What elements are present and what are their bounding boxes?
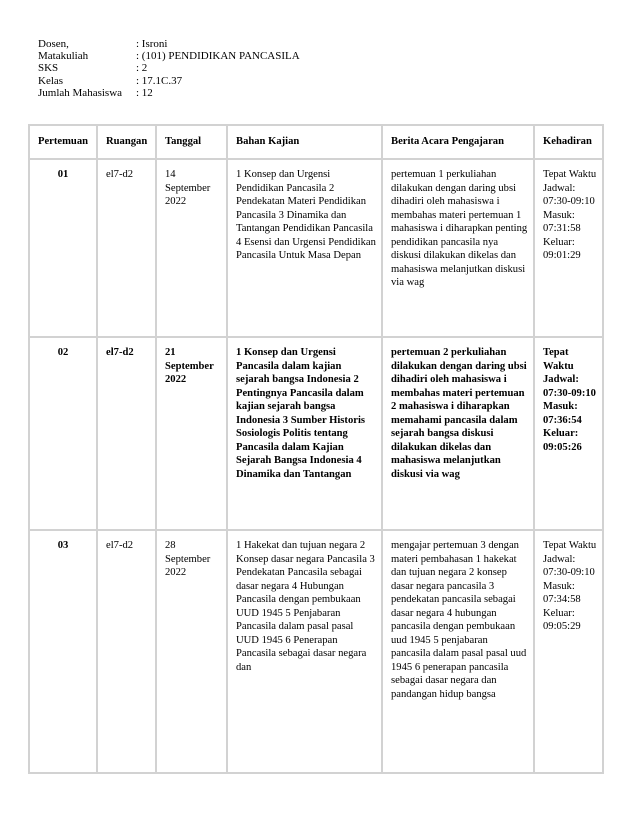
course-info <box>38 38 300 99</box>
info-value: : Isroni <box>136 38 168 50</box>
info-row-kelas <box>38 75 300 87</box>
info-value: : 2 <box>136 62 148 75</box>
table-header-row <box>29 125 603 159</box>
cell-berita-acara: pertemuan 2 perkuliahan dilakukan dengan daring ubsi dihadiri oleh mahasiswa i membahas materi pertemuan 2 mahasiswa i diharapkan memahami pancasila dalam sejarah bangsa diskusi dilakukan dikelas dan mahasiswa melanjutkan diskusi via wag <box>382 337 534 530</box>
header-kehadiran: Kehadiran <box>534 125 603 159</box>
info-row-matakuliah <box>38 50 300 62</box>
attendance-table <box>28 124 604 774</box>
info-row-jumlah-mahasiswa <box>38 87 300 99</box>
cell-tanggal: 28 September 2022 <box>156 530 227 773</box>
info-label: Kelas <box>38 74 64 87</box>
info-value: : 17.1C.37 <box>136 74 183 87</box>
info-row-sks <box>38 62 300 74</box>
cell-kehadiran: Tepat Waktu Jadwal: 07:30-09:10 Masuk: 07:34:58 Keluar: 09:05:29 <box>534 530 603 773</box>
info-value: : (101) PENDIDIKAN PANCASILA <box>136 50 300 63</box>
cell-bahan-kajian: 1 Konsep dan Urgensi Pancasila dalam kajian sejarah bangsa Indonesia 2 Pentingnya Pancasila dalam kajian sejarah bangsa Indonesia 3 Sumber Historis Sosiologis Politis tentang Pancasila dalam Kajian Sejarah Bangsa Indonesia 4 Dinamika dan Tantangan <box>227 337 382 530</box>
header-pertemuan: Pertemuan <box>29 125 97 159</box>
cell-pertemuan: 02 <box>29 337 97 530</box>
info-value: : 12 <box>136 86 153 99</box>
cell-tanggal: 21 September 2022 <box>156 337 227 530</box>
table-row <box>29 159 603 337</box>
cell-bahan-kajian: 1 Hakekat dan tujuan negara 2 Konsep dasar negara Pancasila 3 Pendekatan Pancasila sebagai dasar negara 4 Hubungan Pancasila dengan pembukaan UUD 1945 5 Penjabaran Pancasila dalam pasal pasal UUD 1945 6 Penerapan Pancasila sebagai dasar negara dan <box>227 530 382 773</box>
cell-bahan-kajian: 1 Konsep dan Urgensi Pendidikan Pancasila 2 Pendekatan Materi Pendidikan Pancasila 3 Dinamika dan Tantangan Pendidikan Pancasila 4 Esensi dan Urgensi Pendidikan Pancasila Untuk Masa Depan <box>227 159 382 337</box>
cell-ruangan: el7-d2 <box>97 159 156 337</box>
header-bahan-kajian: Bahan Kajian <box>227 125 382 159</box>
cell-ruangan: el7-d2 <box>97 337 156 530</box>
cell-berita-acara: pertemuan 1 perkuliahan dilakukan dengan daring ubsi dihadiri oleh mahasiswa i membahas materi pertemuan 1 mahasiswa i diharapkan penting pendidikan pancasila nya diskusi dilakukan dikelas dan mahasiswa melanjutkan diskusi via wag <box>382 159 534 337</box>
info-label: Matakuliah <box>38 50 89 63</box>
table-row <box>29 530 603 773</box>
header-tanggal: Tanggal <box>156 125 227 159</box>
cell-kehadiran: Tepat Waktu Jadwal: 07:30-09:10 Masuk: 07:36:54 Keluar: 09:05:26 <box>534 337 603 530</box>
info-row-dosen <box>38 38 300 50</box>
cell-kehadiran: Tepat Waktu Jadwal: 07:30-09:10 Masuk: 07:31:58 Keluar: 09:01:29 <box>534 159 603 337</box>
header-ruangan: Ruangan <box>97 125 156 159</box>
header-berita-acara: Berita Acara Pengajaran <box>382 125 534 159</box>
cell-pertemuan: 01 <box>29 159 97 337</box>
info-label: Dosen, <box>38 38 69 50</box>
cell-berita-acara: mengajar pertemuan 3 dengan materi pembahasan 1 hakekat dan tujuan negara 2 konsep dasar negara pancasila 3 pendekatan pancasila sebagai dasar negara 4 hubungan pancasila dengan pembukaan uud 1945 5 penjabaran pancasila dalam pasal pasal uud 1945 6 penerapan pancasila sebagai dasar negara dan pandangan hidup bangsa <box>382 530 534 773</box>
cell-pertemuan: 03 <box>29 530 97 773</box>
table-row <box>29 337 603 530</box>
info-label: SKS <box>38 62 59 75</box>
info-label: Jumlah Mahasiswa <box>38 86 123 99</box>
cell-tanggal: 14 September 2022 <box>156 159 227 337</box>
cell-ruangan: el7-d2 <box>97 530 156 773</box>
